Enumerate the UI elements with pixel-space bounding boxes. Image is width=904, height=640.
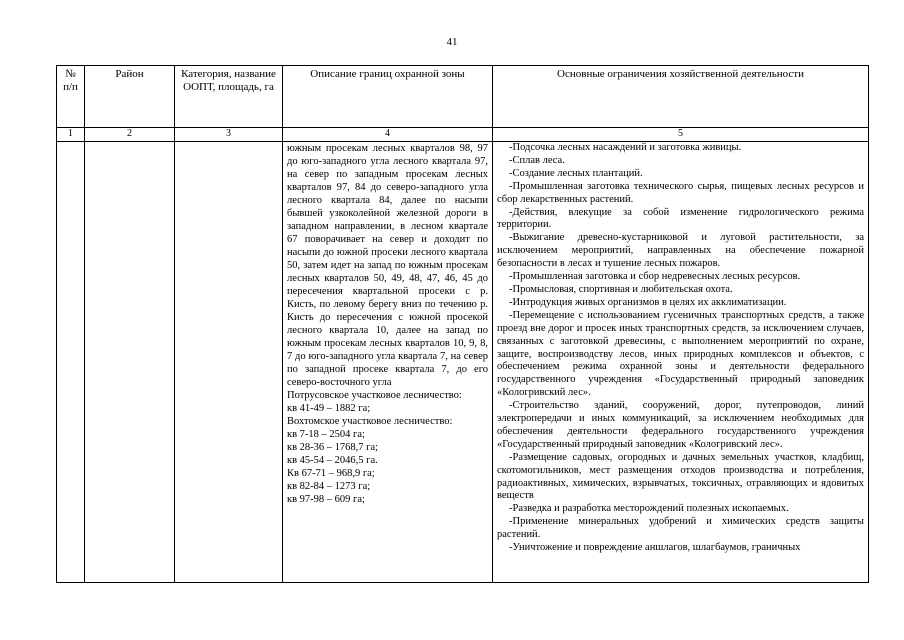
header-district: Район [85, 66, 175, 128]
restriction-item: -Интродукция живых организмов в целях их акклиматизации. [509, 296, 787, 308]
restriction-item: -Уничтожение и повреждение аншлагов, шлагбаумов, граничных [509, 542, 801, 554]
forestry-line: Вохтомское участковое лесничество: [287, 416, 453, 427]
restriction-item: -Строительство зданий, сооружений, дорог, путепроводов, линий электропередачи и иных коммуникаций, за исключением необходимых для обеспечения деятельности федерального государственного учреждения «Государственный природный заповедник «Кологривский лес». [497, 400, 864, 450]
cell-boundary-description [283, 142, 493, 583]
restriction-item: -Разведка и разработка месторождений полезных ископаемых. [509, 503, 789, 515]
column-number: 4 [283, 128, 493, 142]
restriction-list [497, 142, 864, 555]
forestry-line: Кв 67-71 – 968,9 га; [287, 468, 375, 479]
header-boundary-description: Описание границ охранной зоны [283, 66, 493, 128]
forestry-line: кв 41-49 – 1882 га; [287, 403, 371, 414]
forestry-line: кв 45-54 – 2046,5 га. [287, 455, 378, 466]
boundary-description-text: южным просекам лесных кварталов 98, 97 до юго-западного угла лесного квартала 97, на север по западным просекам лесных кварталов 97, 84 до северо-западного угла лесного квартала 84, далее по насыпи бывшей узкоколейной железной дороги в западном направлении, в лесном квартале 67 поворачивает на север и доходит по насыпи до южной просеки лесного квартала 50, затем идет на запад по южным просекам лесных кварталов 50, 49, 48, 47, 46, 45 до пересечения квартальной просеки с р. Кисть, по левому берегу вниз по течению р. Кисть до пересечения с южной просекой лесного квартала 10, далее на запад по южным просекам лесных кварталов 10, 9, 8, 7 до юго-западного угла квартала 7, на север по западной просеке квартала 7, до его северо-восточного угла [287, 143, 488, 388]
cell-restrictions [493, 142, 869, 583]
forestry-line: кв 28-36 – 1768,7 га; [287, 442, 379, 453]
forestry-line: кв 82-84 – 1273 га; [287, 481, 371, 492]
column-number: 3 [175, 128, 283, 142]
restriction-item: -Создание лесных плантаций. [509, 167, 643, 179]
cell-district [85, 142, 175, 583]
restriction-item: -Применение минеральных удобрений и химических средств защиты растений. [497, 516, 864, 541]
cell-category [175, 142, 283, 583]
forestry-line: Потрусовское участковое лесничество: [287, 390, 462, 401]
restriction-item: -Выжигание древесно-кустарниковой и луговой растительности, за исключением мероприятий, направленных на обеспечение пожарной безопасности в лесах и тушение лесных пожаров. [497, 232, 864, 270]
restriction-item: -Сплав леса. [509, 154, 565, 166]
page-number: 41 [446, 36, 458, 48]
table-row [57, 142, 869, 583]
header-restrictions: Основные ограничения хозяйственной деятельности [493, 66, 869, 128]
forestry-line: кв 97-98 – 609 га; [287, 494, 365, 505]
column-number-row [57, 128, 869, 142]
restriction-item: -Промышленная заготовка и сбор недревесных лесных ресурсов. [509, 271, 801, 283]
header-number: № п/п [57, 66, 85, 128]
restriction-item: -Подсочка лесных насаждений и заготовка живицы. [509, 142, 742, 153]
table-header-row [57, 66, 869, 128]
column-number: 5 [493, 128, 869, 142]
header-category: Категория, название ООПТ, площадь, га [175, 66, 283, 128]
column-number: 1 [57, 128, 85, 142]
cell-number [57, 142, 85, 583]
protection-zone-table [56, 65, 869, 583]
column-number: 2 [85, 128, 175, 142]
restriction-item: -Промысловая, спортивная и любительская охота. [509, 283, 733, 295]
restriction-item: -Перемещение с использованием гусеничных транспортных средств, а также проезд вне дорог и просек иных транспортных средств, за исключением случаев, связанных с заготовкой древесины, с выполнением мероприятий по охране, защите, воспроизводству лесов, иных природных комплексов и объектов, с обеспечением режима охранной зоны и деятельности федерального государственного учреждения «Государственный природный заповедник «Кологривский лес». [497, 309, 864, 399]
forestry-list [287, 389, 488, 506]
restriction-item: -Промышленная заготовка технического сырья, пищевых лесных ресурсов и сбор лекарственных растений. [497, 180, 864, 205]
restriction-item: -Размещение садовых, огородных и дачных земельных участков, кладбищ, скотомогильников, мест размещения отходов производства и потребления, радиоактивных, химических, взрывчатых, токсичных, отравляющих и ядовитых веществ [497, 451, 864, 502]
forestry-line: кв 7-18 – 2504 га; [287, 429, 365, 440]
restriction-item: -Действия, влекущие за собой изменение гидрологического режима территории. [497, 206, 864, 231]
